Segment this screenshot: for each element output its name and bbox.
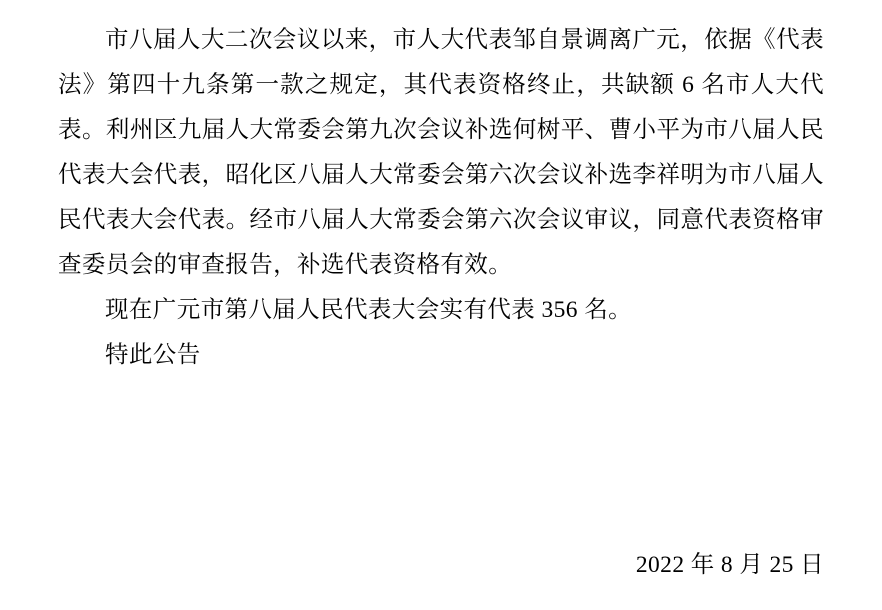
document-body: [58, 18, 824, 378]
paragraph-2: 现在广元市第八届人民代表大会实有代表 356 名。: [105, 297, 632, 323]
paragraph-3: 特此公告: [105, 342, 201, 368]
document-date: 2022 年 8 月 25 日: [635, 552, 824, 578]
paragraph-1: 市八届人大二次会议以来，市人大代表邹自景调离广元，依据《代表法》第四十九条第一款之规定，其代表资格终止，共缺额 6 名市人大代表。利州区九届人大常委会第九次会议补选何树平、曹小平为市八届人民代表大会代表，昭化区八届人大常委会第六次会议补选李祥明为市八届人民代表大会代表。经市八届人大常委会第六次会议审议，同意代表资格审查委员会的审查报告，补选代表资格有效。: [58, 27, 824, 278]
